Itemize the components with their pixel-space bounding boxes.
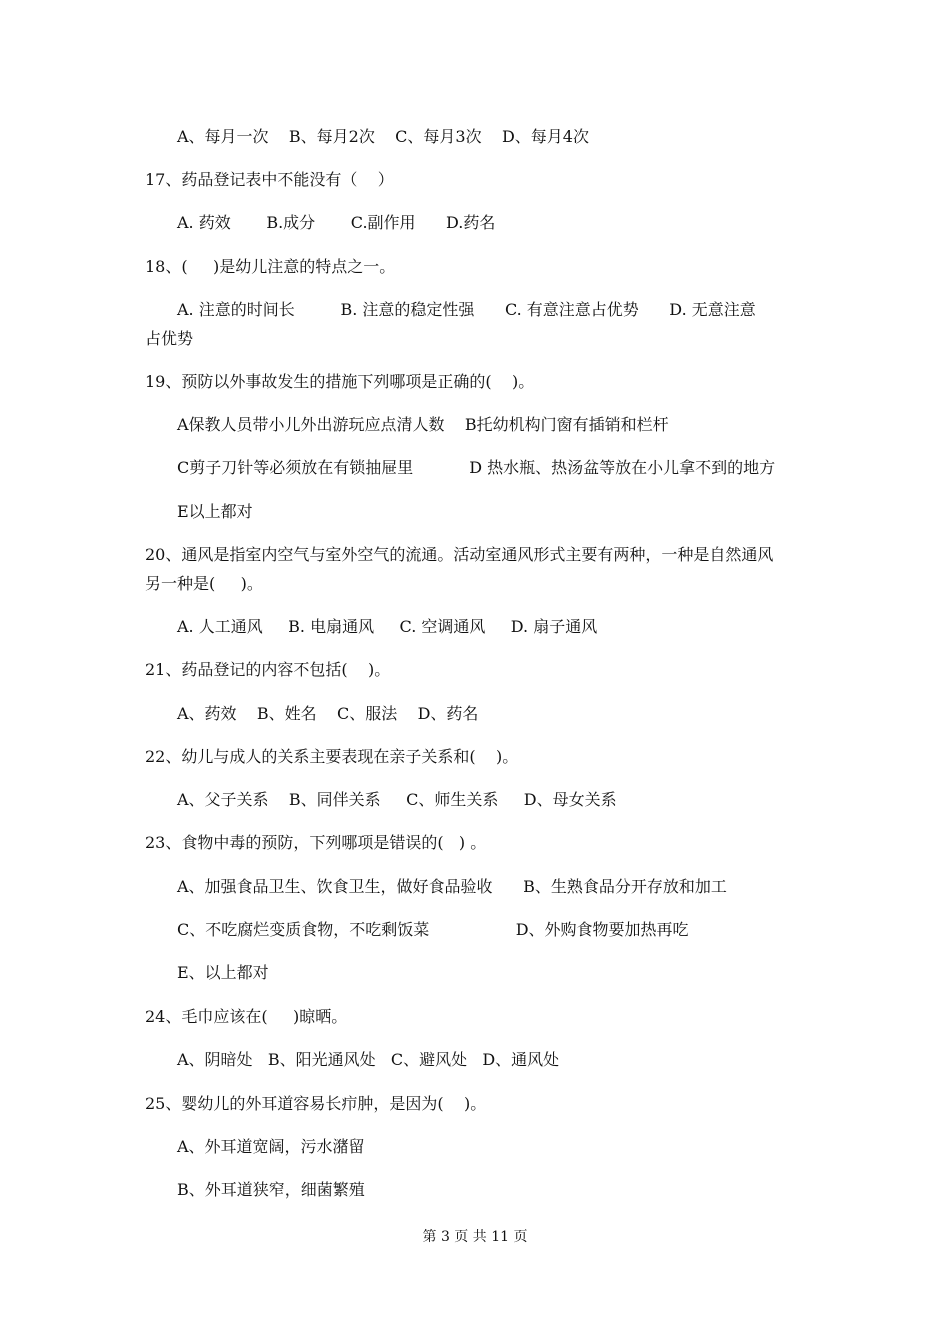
q25-option-b: B、外耳道狭窄，细菌繁殖 (177, 1180, 365, 1199)
q25-option-a: A、外耳道宽阔，污水潴留 (177, 1137, 365, 1156)
q18-question: 18、( )是幼儿注意的特点之一。 (145, 257, 396, 276)
q22-options: A、父子关系 B、同伴关系 C、师生关系 D、母女关系 (177, 790, 617, 809)
q23-option-e: E、以上都对 (177, 963, 269, 982)
page-footer: 第 3 页 共 11 页 (422, 1229, 528, 1245)
q19-options-cd: C剪子刀针等必须放在有锁抽屉里 D 热水瓶、热汤盆等放在小儿拿不到的地方 (177, 458, 776, 477)
q20-question-cont: 另一种是( )。 (145, 574, 263, 593)
q23-options-ab: A、加强食品卫生、饮食卫生，做好食品验收 B、生熟食品分开存放和加工 (177, 877, 727, 896)
q19-question: 19、预防以外事故发生的措施下列哪项是正确的( )。 (145, 372, 535, 391)
q22-question: 22、幼儿与成人的关系主要表现在亲子关系和( )。 (145, 747, 519, 766)
q18-options-cont: 占优势 (145, 329, 194, 348)
q17-question: 17、药品登记表中不能没有（ ） (145, 170, 394, 189)
q21-question: 21、药品登记的内容不包括( )。 (145, 660, 391, 679)
q21-options: A、药效 B、姓名 C、服法 D、药名 (177, 704, 479, 723)
q17-options: A. 药效 B.成分 C.副作用 D.药名 (177, 213, 496, 232)
q24-question: 24、毛巾应该在( )晾晒。 (145, 1007, 348, 1026)
q16-options: A、每月一次 B、每月2次 C、每月3次 D、每月4次 (177, 127, 589, 146)
q18-options: A. 注意的时间长 B. 注意的稳定性强 C. 有意注意占优势 D. 无意注意 (177, 300, 756, 319)
q23-question: 23、食物中毒的预防，下列哪项是错误的( ) 。 (145, 833, 487, 852)
q19-option-e: E以上都对 (177, 502, 253, 521)
q19-options-ab: A保教人员带小儿外出游玩应点清人数 B托幼机构门窗有插销和栏杆 (177, 415, 669, 434)
q20-question: 20、通风是指室内空气与室外空气的流通。活动室通风形式主要有两种，一种是自然通风 (145, 545, 774, 564)
q23-options-cd: C、不吃腐烂变质食物，不吃剩饭菜 D、外购食物要加热再吃 (177, 920, 689, 939)
q24-options: A、阴暗处 B、阳光通风处 C、避风处 D、通风处 (177, 1050, 560, 1069)
q20-options: A. 人工通风 B. 电扇通风 C. 空调通风 D. 扇子通风 (177, 617, 598, 636)
q25-question: 25、婴幼儿的外耳道容易长疖肿，是因为( )。 (145, 1094, 487, 1113)
